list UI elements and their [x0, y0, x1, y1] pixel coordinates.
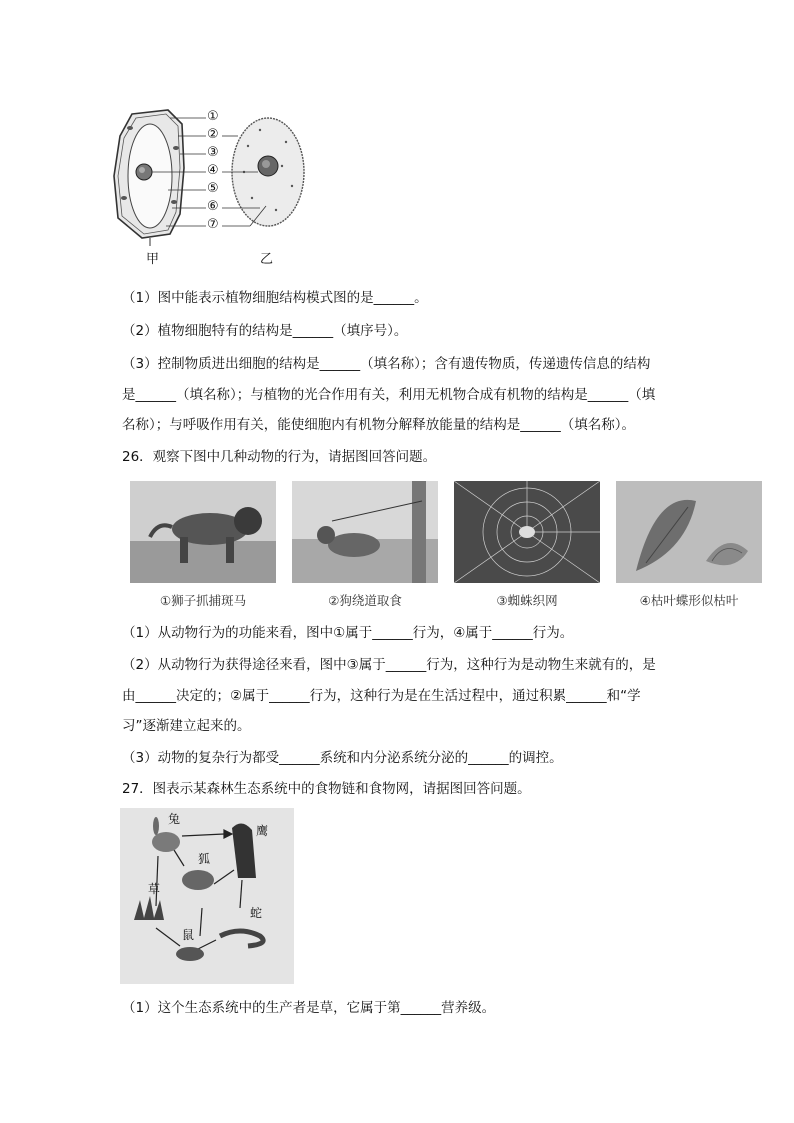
- photo-butterfly: [616, 481, 762, 583]
- figure-name-yi: 乙: [260, 252, 274, 267]
- q26-stem: 26．观察下图中几种动物的行为，请据图回答问题。: [122, 449, 437, 465]
- label-4: ④: [207, 163, 219, 178]
- label-3: ③: [207, 145, 219, 160]
- food-web-mouse: 鼠: [182, 928, 195, 942]
- photo-dog: [292, 481, 438, 583]
- food-web-fox: 狐: [198, 852, 211, 866]
- q27-stem: 27．图表示某森林生态系统中的食物链和食物网，请据图回答问题。: [122, 781, 531, 797]
- q26-part2-line3: 习”逐渐建立起来的。: [122, 718, 251, 734]
- caption-spider: ③蜘蛛织网: [496, 593, 558, 608]
- food-web-rabbit: 兔: [168, 812, 181, 826]
- q25-part3-line3: 名称）；与呼吸作用有关，能使细胞内有机物分解释放能量的结构是______（填名称）。: [122, 417, 635, 433]
- q25-part3-line1: （3）控制物质进出细胞的结构是______（填名称）；含有遗传物质，传递遗传信息的结构: [122, 356, 651, 372]
- label-7: ⑦: [207, 217, 219, 232]
- label-1: ①: [207, 109, 219, 124]
- food-web-snake: 蛇: [250, 906, 263, 920]
- food-web-eagle: 鹰: [256, 824, 269, 838]
- q26-part2-line2: 由______决定的；②属于______行为，这种行为是在生活过程中，通过积累______和“学: [122, 688, 641, 704]
- figure-name-jia: 甲: [146, 252, 160, 267]
- food-web-figure: [120, 808, 294, 984]
- cell-diagram: [110, 106, 330, 266]
- cell-diagram-drawing: [110, 106, 330, 266]
- q26-part3: （3）动物的复杂行为都受______系统和内分泌系统分泌的______的调控。: [122, 750, 563, 766]
- photo-spider: [454, 481, 600, 583]
- photo-lion: [130, 481, 276, 583]
- q25-part3-line2: 是______（填名称）；与植物的光合作用有关，利用无机物合成有机物的结构是______（填: [122, 387, 656, 403]
- food-web-grass: 草: [148, 882, 161, 896]
- label-6: ⑥: [207, 199, 219, 214]
- q26-part2-line1: （2）从动物行为获得途径来看，图中③属于______行为，这种行为是动物生来就有的，是: [122, 657, 656, 673]
- q25-part2: （2）植物细胞特有的结构是______（填序号）。: [122, 323, 408, 339]
- label-2: ②: [207, 127, 219, 142]
- q27-part1: （1）这个生态系统中的生产者是草，它属于第______营养级。: [122, 1000, 496, 1016]
- label-5: ⑤: [207, 181, 219, 196]
- caption-dog: ②狗绕道取食: [328, 593, 402, 608]
- caption-butterfly: ④枯叶蝶形似枯叶: [639, 593, 739, 608]
- caption-lion: ①狮子抓捕斑马: [159, 593, 247, 608]
- q25-part1: （1）图中能表示植物细胞结构模式图的是______。: [122, 290, 428, 306]
- q26-part1: （1）从动物行为的功能来看，图中①属于______行为，④属于______行为。: [122, 625, 574, 641]
